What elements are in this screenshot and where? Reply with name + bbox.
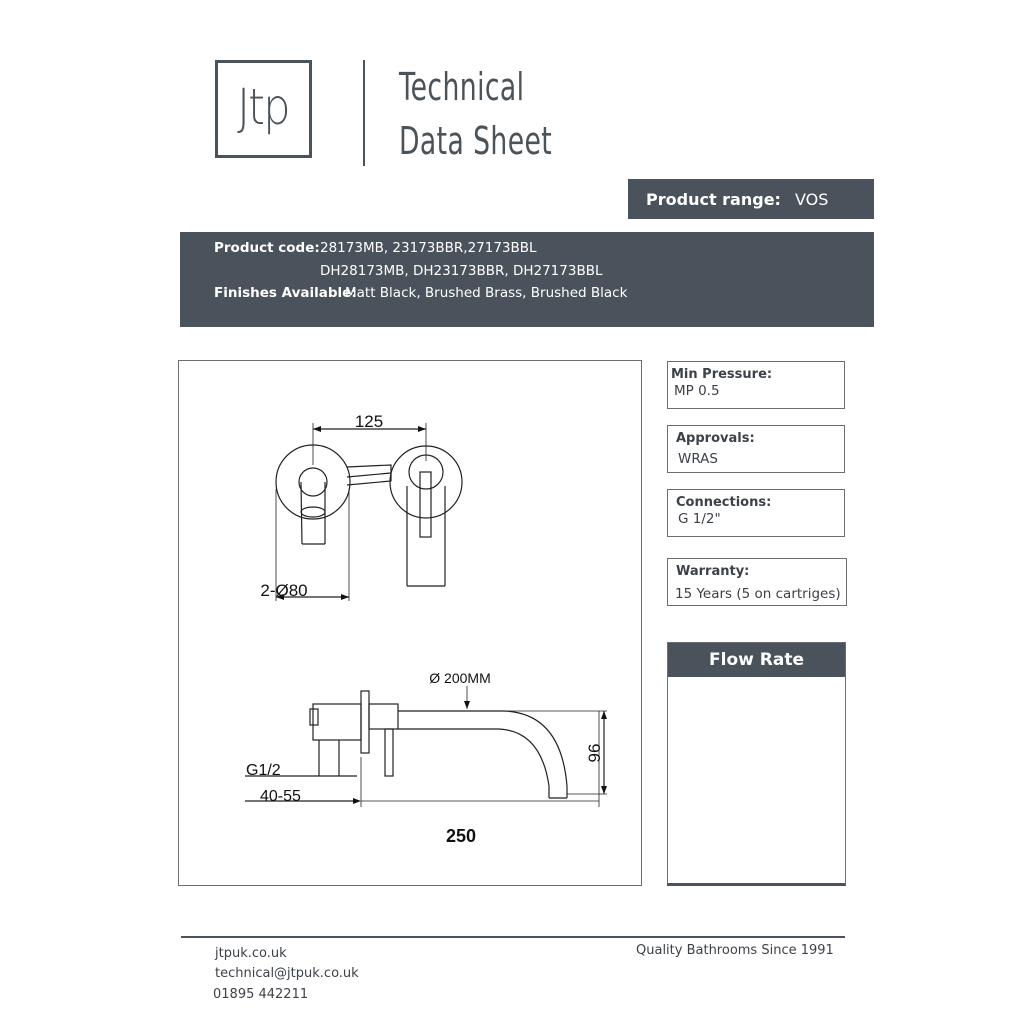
warranty-box	[667, 558, 847, 606]
min-pressure-box	[667, 361, 845, 409]
dim-40-55: 40-55	[260, 788, 301, 805]
technical-drawing	[179, 361, 643, 887]
wall-plate	[361, 691, 369, 753]
connections-value: G 1/2"	[678, 511, 721, 527]
technical-drawing-frame	[178, 360, 642, 886]
product-range-label: Product range:	[646, 189, 781, 209]
flow-rate-title: Flow Rate	[668, 643, 845, 677]
footer-email[interactable]: technical@jtpuk.co.uk	[215, 966, 359, 981]
approvals-box	[667, 425, 845, 473]
jtp-logo	[215, 60, 312, 158]
product-range-bar	[628, 179, 874, 219]
footer-tagline: Quality Bathrooms Since 1991	[636, 943, 834, 958]
approvals-title: Approvals:	[676, 431, 755, 446]
dim-g12: G1/2	[246, 762, 281, 779]
product-code-line-2: DH28173MB, DH23173BBR, DH27173BBL	[320, 263, 603, 279]
dim-2d80: 2-Ø80	[260, 581, 308, 600]
product-code-bar	[180, 232, 874, 327]
connections-title: Connections:	[676, 495, 772, 510]
finishes-label: Finishes Available:	[214, 285, 357, 301]
warranty-title: Warranty:	[676, 564, 750, 579]
title-line-1: Technical	[399, 65, 525, 109]
flow-rate-box	[667, 642, 846, 886]
dim-125: 125	[354, 412, 384, 431]
footer-phone: 01895 442211	[213, 987, 309, 1002]
title-line-2: Data Sheet	[399, 119, 553, 163]
logo-text: Jtp	[237, 78, 290, 136]
spout-outline	[398, 711, 567, 798]
header-divider	[363, 60, 365, 166]
approvals-value: WRAS	[678, 451, 718, 467]
connections-box	[667, 489, 845, 537]
finishes-value: Matt Black, Brushed Brass, Brushed Black	[345, 285, 628, 301]
min-pressure-value: MP 0.5	[674, 383, 720, 399]
dim-96: 96	[585, 743, 604, 763]
product-code-label: Product code:	[214, 240, 320, 256]
product-code-line-1: 28173MB, 23173BBR,27173BBL	[320, 240, 537, 256]
footer-divider	[181, 936, 845, 938]
min-pressure-title: Min Pressure:	[671, 367, 773, 382]
dim-d200: Ø 200MM	[429, 670, 491, 686]
product-range-value: VOS	[794, 189, 829, 209]
warranty-value: 15 Years (5 on cartriges)	[675, 586, 841, 602]
dim-250: 250	[445, 826, 477, 846]
footer-website[interactable]: jtpuk.co.uk	[215, 946, 287, 961]
left-handle-knob	[299, 468, 327, 496]
